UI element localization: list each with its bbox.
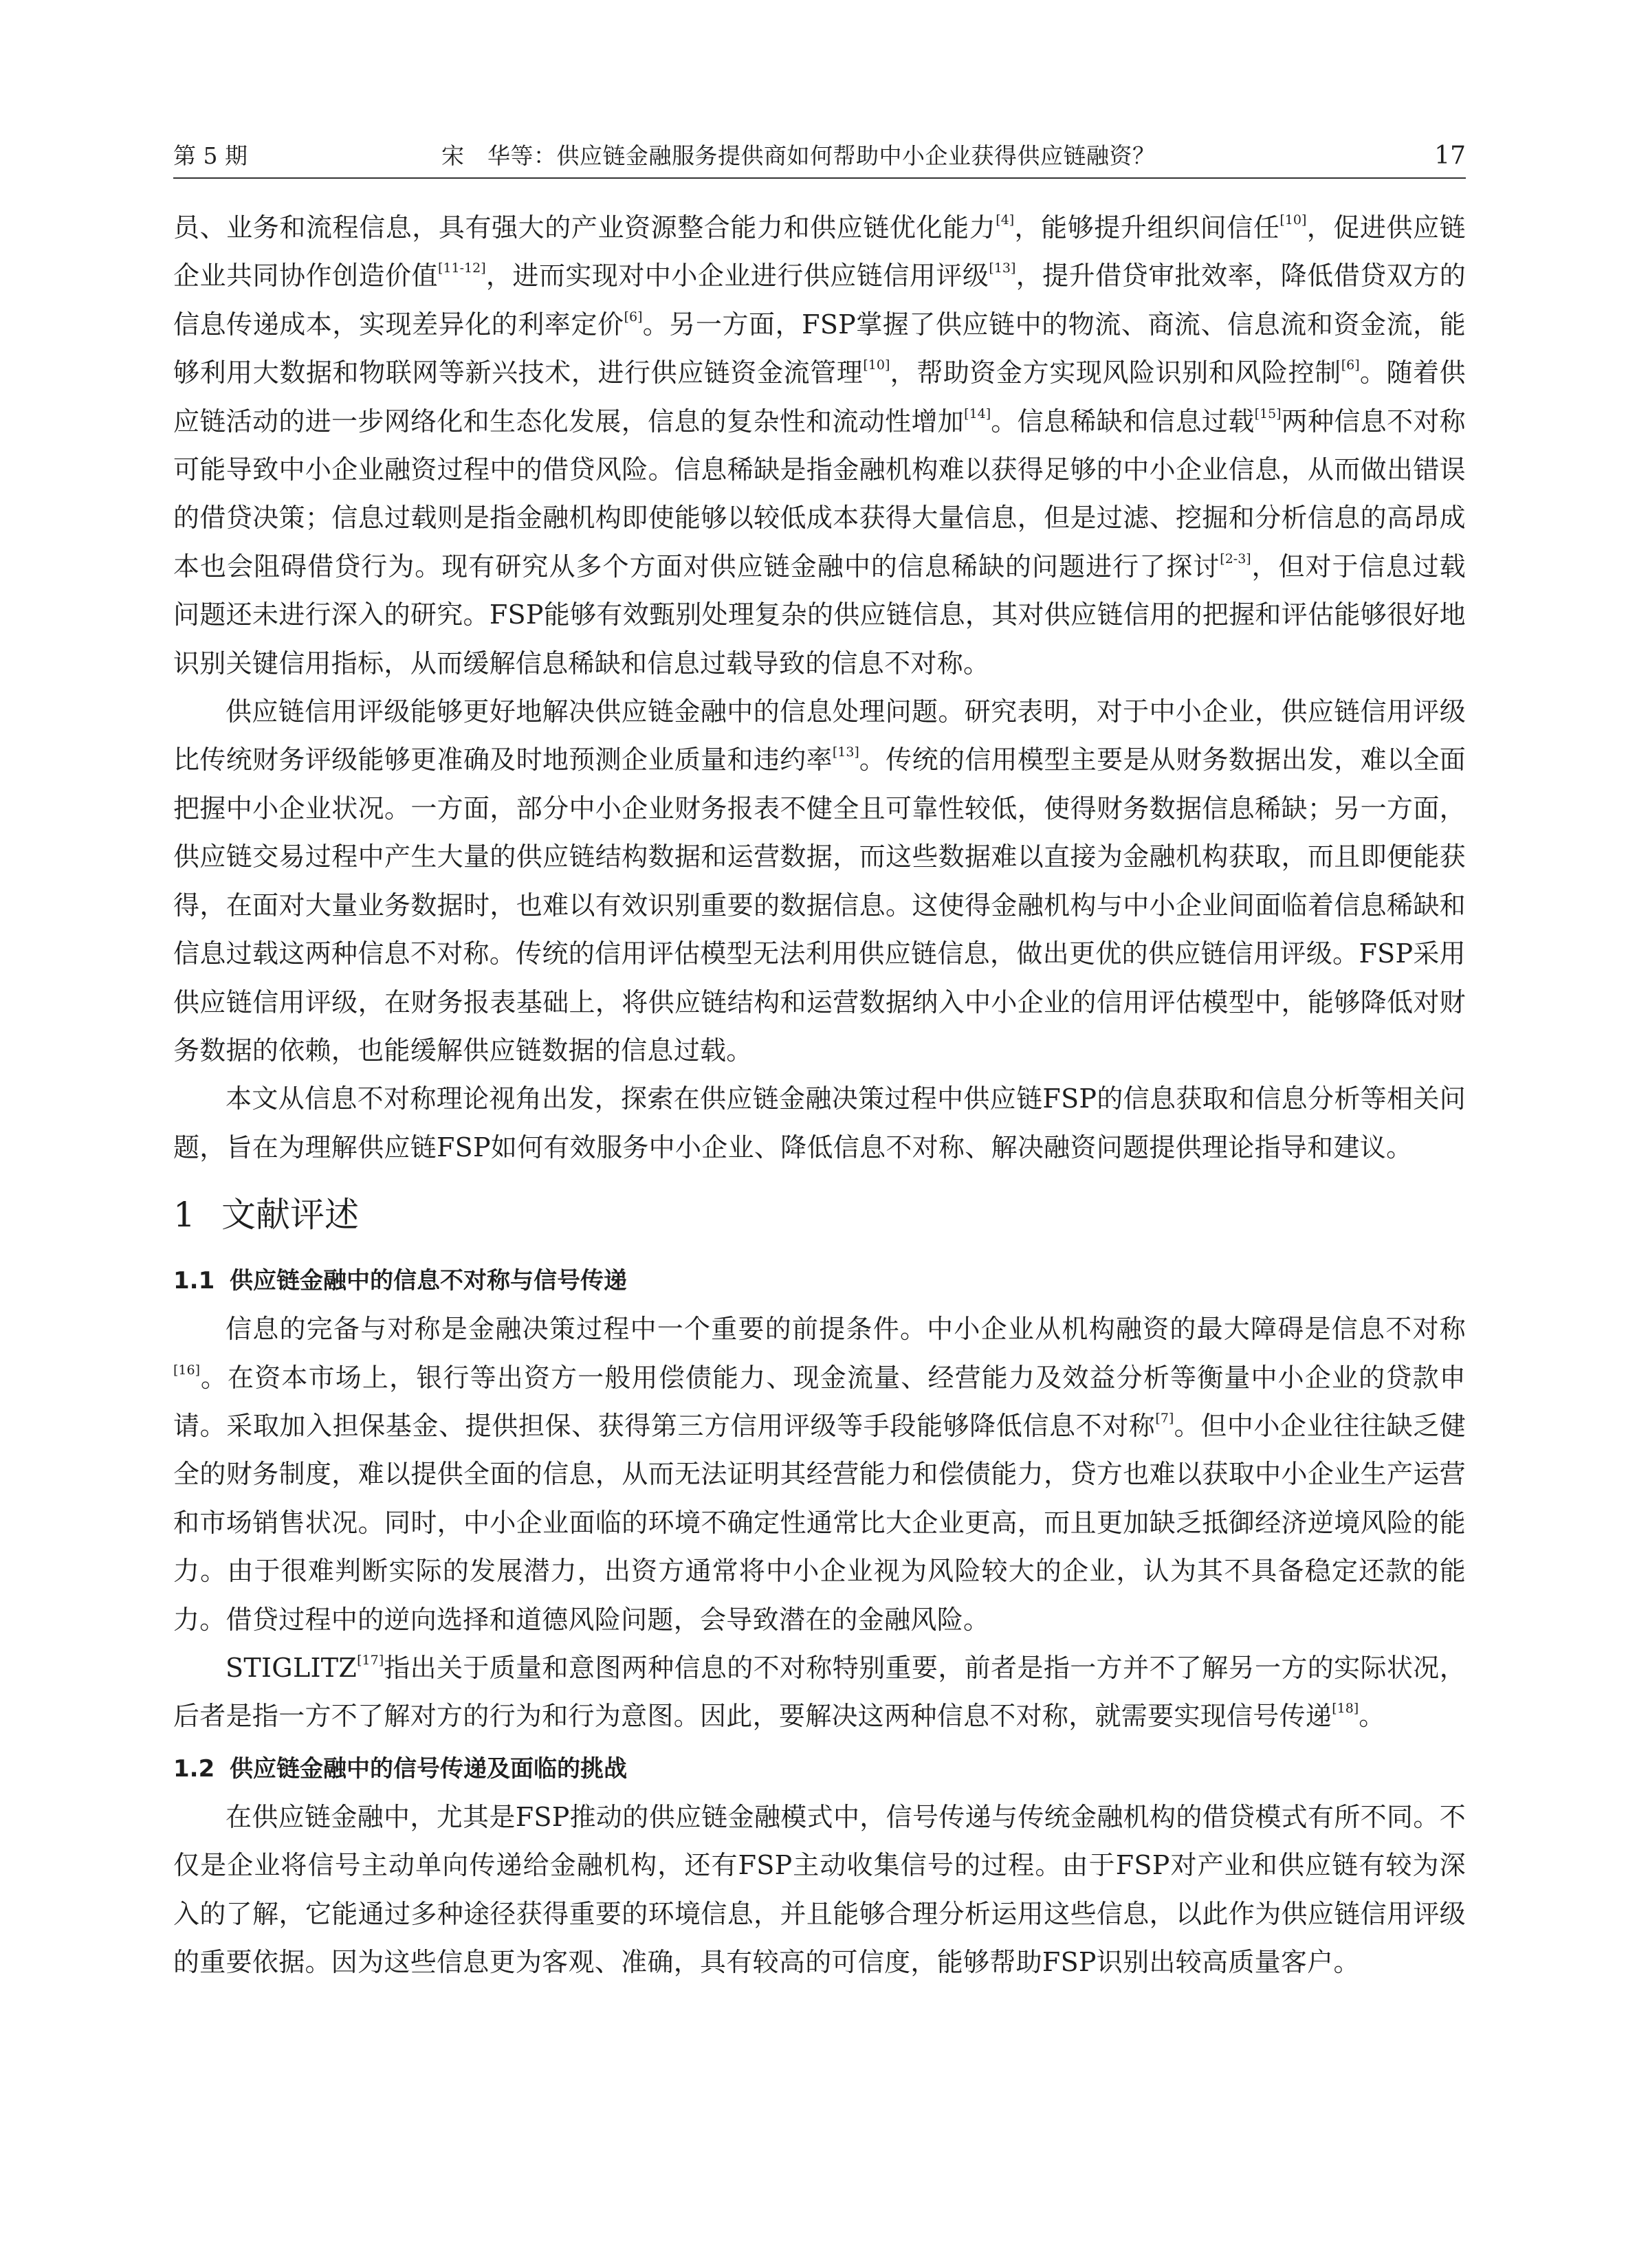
- paragraph: [173, 1075, 1466, 1171]
- text-run: 。在资本市场上，银行等出资方一般用偿债能力、现金流量、经营能力及效益分析等衡量中小企业的贷款申请。采取加入担保基金、提供担保、获得第三方信用评级等手段能够降低信息不对称: [173, 1362, 1466, 1441]
- text-run: ，帮助资金方实现风险识别和风险控制: [890, 357, 1341, 388]
- citation-ref: [6]: [624, 309, 643, 324]
- text-run: ，促进供应链企业共同协作创造价值: [173, 212, 1466, 291]
- text-run: 。另一方面，FSP掌握了供应链中的物流、商流、信息流和资金流，能够利用大数据和物联网等新兴技术，进行供应链资金流管理: [173, 309, 1466, 388]
- text-run: ，能够提升组织间信任: [1014, 212, 1280, 243]
- page-number: 17: [1434, 142, 1466, 170]
- article-body: [173, 203, 1466, 1986]
- subsection-heading: [173, 1257, 1466, 1305]
- citation-ref: [10]: [1279, 212, 1307, 228]
- text-run: 供应链信用评级能够更好地解决供应链金融中的信息处理问题。研究表明，对于中小企业，供应链信用评级比传统财务评级能够更准确及时地预测企业质量和违约率: [173, 696, 1466, 775]
- text-run: 信息的完备与对称是金融决策过程中一个重要的前提条件。中小企业从机构融资的最大障碍是信息不对称: [226, 1314, 1466, 1345]
- citation-ref: [11-12]: [438, 261, 486, 276]
- citation-ref: [10]: [863, 357, 890, 373]
- citation-ref: [17]: [357, 1652, 384, 1668]
- paragraph: [173, 1793, 1466, 1987]
- text-run: STIGLITZ: [226, 1652, 358, 1683]
- citation-ref: [7]: [1155, 1410, 1174, 1426]
- text-run: 指出关于质量和意图两种信息的不对称特别重要，前者是指一方并不了解另一方的实际状况，后者是指一方不了解对方的行为和行为意图。因此，要解决这两种信息不对称，就需要实现信号传递: [173, 1652, 1466, 1732]
- citation-ref: [18]: [1332, 1701, 1359, 1717]
- text-run: ，提升借贷审批效率，降低借贷双方的信息传递成本，实现差异化的利率定价: [173, 261, 1466, 340]
- text-run: 。传统的信用模型主要是从财务数据出发，难以全面把握中小企业状况。一方面，部分中小企业财务报表不健全且可靠性较低，使得财务数据信息稀缺；另一方面，供应链交易过程中产生大量的供应链结构数据和运营数据，而这些数据难以直接为金融机构获取，而且即便能获得，在面对大量业务数据时，也难以有效识别重要的数据信息。这使得金融机构与中小企业间面临着信息稀缺和信息过载这两种信息不对称。传统的信用评估模型无法利用供应链信息，做出更优的供应链信用评级。FSP采用供应链信用评级，在财务报表基础上，将供应链结构和运营数据纳入中小企业的信用评估模型中，能够降低对财务数据的依赖，也能缓解供应链数据的信息过载。: [173, 745, 1466, 1066]
- text-run: 本文从信息不对称理论视角出发，探索在供应链金融决策过程中供应链FSP的信息获取和信息分析等相关问题，旨在为理解供应链FSP如何有效服务中小企业、降低信息不对称、解决融资问题提供理论指导和建议。: [173, 1083, 1466, 1163]
- citation-ref: [6]: [1341, 357, 1360, 373]
- text-run: 。但中小企业往往缺乏健全的财务制度，难以提供全面的信息，从而无法证明其经营能力和偿债能力，贷方也难以获取中小企业生产运营和市场销售状况。同时，中小企业面临的环境不确定性通常比大企业更高，而且更加缺乏抵御经济逆境风险的能力。由于很难判断实际的发展潜力，出资方通常将中小企业视为风险较大的企业，认为其不具备稳定还款的能力。借贷过程中的逆向选择和道德风险问题，会导致潜在的金融风险。: [173, 1410, 1466, 1635]
- citation-ref: [2-3]: [1220, 551, 1251, 566]
- section-number: 1: [173, 1195, 195, 1235]
- running-title: 宋 华等：供应链金融服务提供商如何帮助中小企业获得供应链融资？: [441, 142, 1156, 169]
- subsection-number: 1.2: [173, 1754, 215, 1783]
- text-run: 员、业务和流程信息，具有强大的产业资源整合能力和供应链优化能力: [173, 212, 996, 243]
- paragraph: [173, 687, 1466, 1075]
- citation-ref: [13]: [989, 261, 1016, 276]
- text-run: 。随着供应链活动的进一步网络化和生态化发展，信息的复杂性和流动性增加: [173, 357, 1466, 437]
- issue-label: 第 5 期: [173, 142, 248, 169]
- subsection-title: 供应链金融中的信息不对称与信号传递: [230, 1267, 627, 1295]
- section-title: 文献评述: [221, 1195, 359, 1235]
- paragraph-continued: [173, 203, 1466, 687]
- paragraph: [173, 1305, 1466, 1644]
- journal-page: [173, 135, 1466, 1986]
- citation-ref: [14]: [964, 406, 991, 421]
- citation-ref: [16]: [173, 1362, 201, 1378]
- citation-ref: [4]: [996, 212, 1015, 228]
- text-run: ，进而实现对中小企业进行供应链信用评级: [485, 261, 989, 291]
- running-header: [173, 135, 1466, 179]
- citation-ref: [15]: [1254, 406, 1282, 421]
- subsection-heading: [173, 1745, 1466, 1793]
- subsection-title: 供应链金融中的信号传递及面临的挑战: [230, 1754, 627, 1783]
- citation-ref: [13]: [832, 745, 859, 760]
- text-run: ，但对于信息过载问题还未进行深入的研究。FSP能够有效甄别处理复杂的供应链信息，其对供应链信用的把握和评估能够很好地识别关键信用指标，从而缓解信息稀缺和信息过载导致的信息不对称。: [173, 551, 1466, 679]
- text-run: 。: [1359, 1701, 1385, 1732]
- text-run: 两种信息不对称可能导致中小企业融资过程中的借贷风险。信息稀缺是指金融机构难以获得足够的中小企业信息，从而做出错误的借贷决策；信息过载则是指金融机构即使能够以较低成本获得大量信息，但是过滤、挖掘和分析信息的高昂成本也会阻碍借贷行为。现有研究从多个方面对供应链金融中的信息稀缺的问题进行了探讨: [173, 406, 1466, 582]
- text-run: 在供应链金融中，尤其是FSP推动的供应链金融模式中，信号传递与传统金融机构的借贷模式有所不同。不仅是企业将信号主动单向传递给金融机构，还有FSP主动收集信号的过程。由于FSP对产业和供应链有较为深入的了解，它能通过多种途径获得重要的环境信息，并且能够合理分析运用这些信息，以此作为供应链信用评级的重要依据。因为这些信息更为客观、准确，具有较高的可信度，能够帮助FSP识别出较高质量客户。: [173, 1801, 1466, 1977]
- paragraph: [173, 1644, 1466, 1741]
- subsection-number: 1.1: [173, 1267, 215, 1295]
- section-heading: [173, 1188, 1466, 1242]
- text-run: 。信息稀缺和信息过载: [991, 406, 1255, 437]
